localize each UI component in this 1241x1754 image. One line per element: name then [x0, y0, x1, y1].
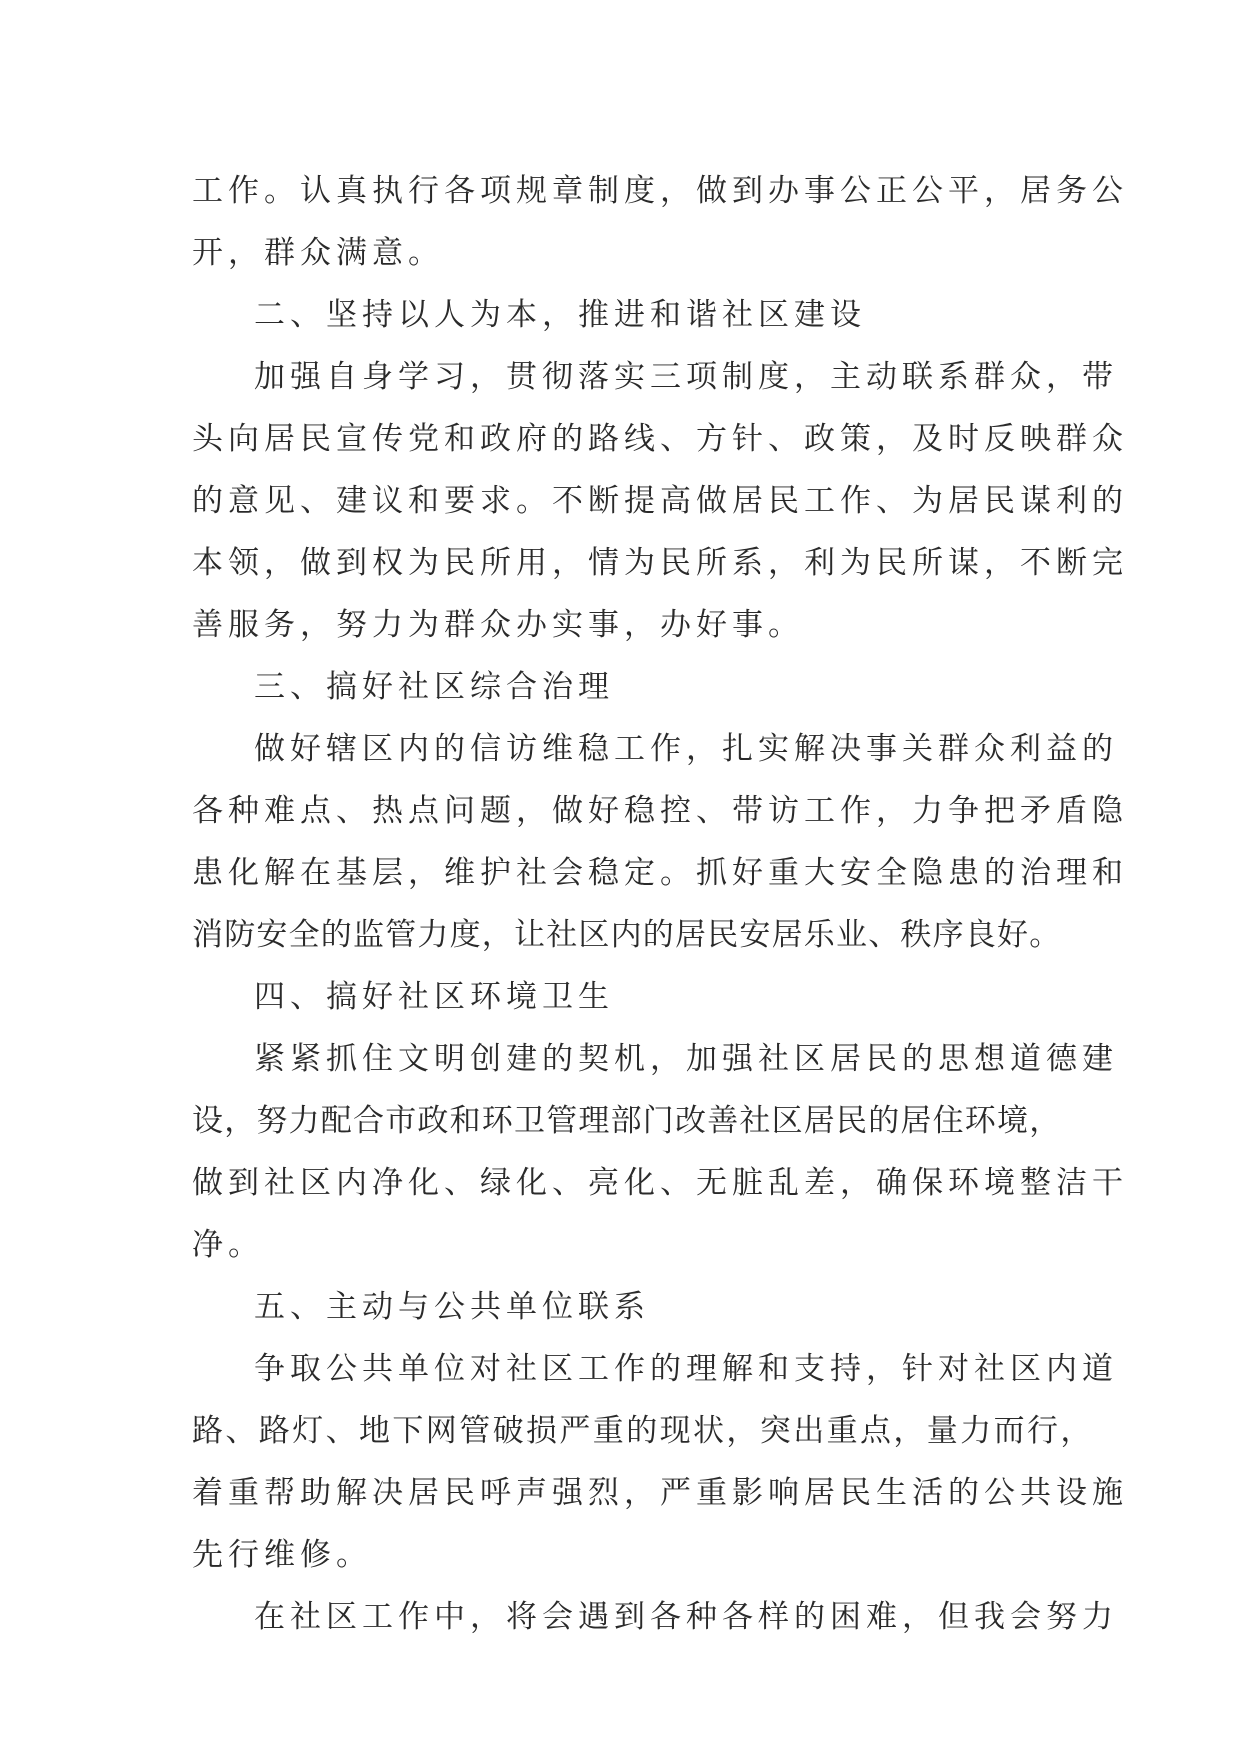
paragraph-line: 先行维修。 [192, 1537, 372, 1573]
paragraph-line: 本领，做到权为民所用，情为民所系，利为民所谋，不断完 [192, 545, 1128, 581]
paragraph-line: 净。 [192, 1227, 264, 1263]
document-body [192, 160, 1128, 1648]
paragraph-line: 患化解在基层，维护社会稳定。抓好重大安全隐患的治理和 [192, 855, 1128, 891]
paragraph-line: 善服务，努力为群众办实事，办好事。 [192, 607, 804, 643]
section-heading-3: 三、搞好社区综合治理 [254, 669, 614, 705]
paragraph-line: 头向居民宣传党和政府的路线、方针、政策，及时反映群众 [192, 421, 1128, 457]
paragraph-line: 的意见、建议和要求。不断提高做居民工作、为居民谋利的 [192, 483, 1128, 519]
paragraph-line: 工作。认真执行各项规章制度，做到办事公正公平，居务公 [192, 173, 1128, 209]
paragraph-line: 紧紧抓住文明创建的契机，加强社区居民的思想道德建 [254, 1041, 1118, 1077]
paragraph-line: 路、路灯、地下网管破损严重的现状，突出重点，量力而行， [192, 1413, 1094, 1449]
paragraph-line: 各种难点、热点问题，做好稳控、带访工作，力争把矛盾隐 [192, 793, 1128, 829]
paragraph-line: 加强自身学习，贯彻落实三项制度，主动联系群众，带 [254, 359, 1118, 395]
paragraph-line: 设，努力配合市政和环卫管理部门改善社区居民的居住环境， [192, 1103, 1062, 1139]
paragraph-line: 着重帮助解决居民呼声强烈，严重影响居民生活的公共设施 [192, 1475, 1128, 1511]
paragraph-line: 开，群众满意。 [192, 235, 444, 271]
paragraph-line: 争取公共单位对社区工作的理解和支持，针对社区内道 [254, 1351, 1118, 1387]
section-heading-5: 五、主动与公共单位联系 [254, 1289, 650, 1325]
section-heading-4: 四、搞好社区环境卫生 [254, 979, 614, 1015]
paragraph-line: 消防安全的监管力度，让社区内的居民安居乐业、秩序良好。 [192, 917, 1062, 953]
section-heading-2: 二、坚持以人为本，推进和谐社区建设 [254, 297, 866, 333]
paragraph-line: 在社区工作中，将会遇到各种各样的困难，但我会努力 [254, 1599, 1118, 1635]
paragraph-line: 做好辖区内的信访维稳工作，扎实解决事关群众利益的 [254, 731, 1118, 767]
paragraph-line: 做到社区内净化、绿化、亮化、无脏乱差，确保环境整洁干 [192, 1165, 1128, 1201]
